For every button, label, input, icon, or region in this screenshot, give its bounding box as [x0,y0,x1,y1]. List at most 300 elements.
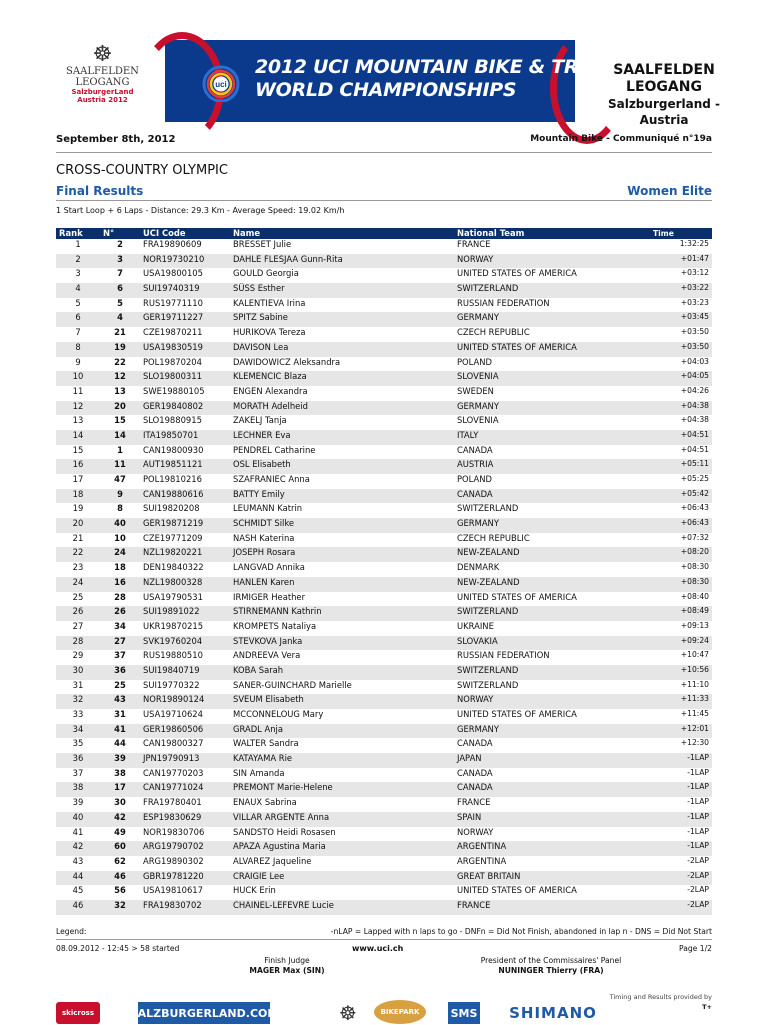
sponsor-sms: SMS [448,1002,480,1024]
cell-name: ENAUX Sabrina [233,797,297,808]
cell-rank: 26 [56,606,100,621]
cell-time: +07:32 [680,532,709,542]
table-row [56,621,712,636]
cell-rank: 36 [56,753,100,768]
cell-uci-code: SWE19880105 [143,385,205,396]
cell-rank: 9 [75,356,81,367]
cell-time: +08:20 [650,547,712,562]
cell-uci-code: RUS19771110 [143,297,203,308]
cell-uci-code: CAN19770203 [143,767,204,778]
table-row [56,371,712,386]
table-row [56,841,712,856]
cell-rank: 38 [56,782,100,797]
cell-name: HURIKOVA Tereza [233,327,306,338]
cell-national-team: ITALY [454,430,650,445]
cell-time: +08:49 [650,606,712,621]
cell-uci-code: SUI19820208 [143,503,200,514]
cell-name: DAWIDOWICZ Aleksandra [233,356,341,367]
logo-line-1: SAALFELDEN [66,66,139,77]
table-row [56,342,712,357]
cell-number: 14 [100,430,140,445]
cell-uci-code: GER19871219 [140,518,230,533]
venue-block [600,62,728,128]
cell-rank: 41 [72,826,84,837]
cell-uci-code: SLO19880915 [143,415,202,426]
table-row [56,327,712,342]
cell-number: 38 [114,767,126,778]
col-national-team: National Team [454,228,650,239]
table-row [56,665,712,680]
event-logo [50,44,155,104]
venue-line-2: Salzburgerland - Austria [607,97,721,127]
cell-national-team: ARGENTINA [457,855,507,866]
cell-national-team: FRANCE [454,900,650,915]
cell-name: SIN Amanda [233,767,285,778]
cell-national-team: SWITZERLAND [454,606,650,621]
cell-national-team: GERMANY [454,518,650,533]
cell-rank: 45 [72,885,84,896]
cell-name: IRMIGER Heather [233,591,306,602]
cell-time: +10:56 [650,665,712,680]
table-row [56,871,712,886]
cell-name: CRAIGIE Lee [230,871,454,886]
cell-uci-code: USA19810617 [143,885,203,896]
cell-number: 27 [100,636,140,651]
cell-national-team: UNITED STATES OF AMERICA [457,885,577,896]
cell-uci-code: SUI19840719 [140,665,230,680]
cell-rank: 44 [56,871,100,886]
cell-national-team: SLOVAKIA [454,636,650,651]
cell-uci-code: USA19800105 [143,268,203,279]
cell-rank: 23 [72,562,84,573]
cell-name: LEUMANN Katrin [233,503,303,514]
cell-rank: 17 [72,474,84,484]
results-label: Final Results [56,184,144,198]
cell-national-team: CANADA [457,767,493,778]
cell-time: +12:30 [680,738,709,748]
cell-name: MCCONNELOUG Mary [233,709,324,719]
cell-name: KALENTIEVA Irina [233,297,306,308]
cell-uci-code: SLO19800311 [140,371,230,386]
timing-label: Timing and Results provided by [609,993,712,1001]
results-table [56,228,712,915]
cell-rank: 27 [72,620,84,631]
cell-rank: 28 [56,636,100,651]
cell-number: 6 [100,283,140,298]
cell-uci-code: UKR19870215 [143,620,204,631]
table-row [56,533,712,548]
cell-rank: 40 [56,812,100,827]
cell-number: 39 [100,753,140,768]
cell-time: +04:51 [680,444,709,454]
cell-number: 56 [114,885,126,896]
cell-name: DAVISON Lea [230,342,454,357]
table-row [56,459,712,474]
logo-line-2: LEOGANG [75,77,130,88]
cell-time: +03:23 [680,297,709,307]
president-title: President of the Commissaires' Panel [480,956,622,965]
cell-time: +11:10 [680,679,709,689]
cell-rank: 20 [56,518,100,533]
divider [56,200,712,201]
cell-name: BATTY Emily [230,489,454,504]
table-row [56,562,712,577]
cell-rank: 6 [56,312,100,327]
cell-rank: 13 [72,415,84,426]
cell-time: +04:38 [680,415,709,425]
cell-time: +09:24 [650,636,712,651]
cell-uci-code: JPN19790913 [140,753,230,768]
cell-rank: 43 [72,855,84,866]
lion-icon: ☸ [92,42,113,67]
cell-time: +12:01 [650,724,712,739]
cell-uci-code: CZE19870211 [143,327,203,338]
table-row [56,694,712,709]
table-row [56,812,712,827]
cell-name: STIRNEMANN Kathrin [230,606,454,621]
cell-time: +03:22 [650,283,712,298]
cell-rank: 35 [72,738,84,749]
cell-national-team: NORWAY [457,826,494,837]
cell-uci-code: NOR19890124 [140,694,230,709]
cell-name: ANDREEVA Vera [233,650,301,661]
cell-national-team: SWITZERLAND [454,665,650,680]
cell-rank: 14 [56,430,100,445]
cell-time: -1LAP [687,797,709,807]
sponsor-strip [56,990,712,1024]
cell-uci-code: NZL19820221 [140,547,230,562]
cell-number: 24 [100,547,140,562]
cell-time: -1LAP [650,753,712,768]
table-row [56,885,712,900]
table-row [56,357,712,372]
cell-number: 60 [100,841,140,856]
cell-time: +05:11 [650,459,712,474]
cell-rank: 32 [56,694,100,709]
table-row [56,738,712,753]
table-row [56,474,712,489]
table-row [56,445,712,460]
cell-uci-code: GER19711227 [140,312,230,327]
cell-time: +04:05 [650,371,712,386]
table-row [56,401,712,416]
cell-national-team: GERMANY [454,312,650,327]
cell-uci-code: ARG19790702 [140,841,230,856]
finish-judge [232,956,342,976]
cell-uci-code: ITA19850701 [140,430,230,445]
cell-uci-code: FRA19830702 [140,900,230,915]
cell-name: ALVAREZ Jaqueline [233,855,312,866]
table-row [56,430,712,445]
table-row [56,650,712,665]
cell-name: ENGEN Alexandra [233,385,308,396]
cell-uci-code: NOR19730210 [140,254,230,269]
cell-name: HUCK Erin [233,885,276,896]
col-name: Name [230,228,454,239]
cell-name: KROMPETS Nataliya [233,620,317,631]
cell-rank: 12 [56,401,100,416]
cell-time: +10:47 [680,650,709,660]
cell-national-team: CZECH REPUBLIC [457,327,530,338]
cell-name: SVEUM Elisabeth [230,694,454,709]
cell-number: 12 [100,371,140,386]
cell-rank: 42 [56,841,100,856]
cell-national-team: GREAT BRITAIN [454,871,650,886]
cell-name: OSL Elisabeth [230,459,454,474]
cell-number: 31 [114,709,126,719]
cell-national-team: RUSSIAN FEDERATION [457,650,550,661]
table-row [56,518,712,533]
cell-name: KATAYAMA Rie [230,753,454,768]
cell-time: -2LAP [650,900,712,915]
cell-uci-code: CAN19800327 [143,738,204,749]
venue-line-1: SAALFELDEN LEOGANG [613,62,715,95]
table-row [56,753,712,768]
cell-name: BRESSET Julie [233,239,292,249]
cell-name: WALTER Sandra [233,738,299,749]
cell-name: HANLEN Karen [230,577,454,592]
cell-time: +11:33 [650,694,712,709]
title-line-1: 2012 UCI MOUNTAIN BIKE & TRIALS [255,56,625,78]
cell-rank: 21 [72,532,84,543]
cell-uci-code: POL19870204 [143,356,202,367]
cell-time: +05:25 [680,474,709,483]
cell-time: +04:26 [680,385,709,395]
race-date: September 8th, 2012 [56,134,176,145]
cell-time: +03:12 [680,268,709,278]
cell-national-team: UNITED STATES OF AMERICA [457,268,577,279]
cell-number: 10 [114,532,126,543]
table-row [56,709,712,724]
table-row [56,386,712,401]
cell-time: +11:45 [680,709,709,718]
table-row [56,680,712,695]
cell-uci-code: CZE19771209 [143,532,203,543]
cell-time: +05:42 [650,489,712,504]
cell-time: -1LAP [687,767,709,777]
table-row [56,636,712,651]
header-banner [40,40,728,127]
col-rank: Rank [56,228,100,239]
table-row [56,298,712,313]
table-row [56,606,712,621]
cell-uci-code: SUI19891022 [140,606,230,621]
cell-national-team: JAPAN [454,753,650,768]
cell-name: STEVKOVA Janka [230,636,454,651]
cell-rank: 3 [75,268,81,279]
start-info: 08.09.2012 - 12:45 > 58 started [56,944,180,953]
cell-time: +01:47 [650,254,712,269]
cell-rank: 22 [56,547,100,562]
cell-name: GOULD Georgia [233,268,299,279]
cell-name: NASH Katerina [233,532,295,543]
cell-uci-code: SVK19760204 [140,636,230,651]
judge-name: MAGER Max (SIN) [249,966,325,975]
cell-number: 19 [100,342,140,357]
col-uci-code: UCI Code [140,228,230,239]
cell-number: 47 [114,474,126,484]
cell-national-team: SWITZERLAND [454,283,650,298]
cell-name: APAZA Agustina Maria [230,841,454,856]
cell-rank: 34 [56,724,100,739]
legend-text: -nLAP = Lapped with n laps to go - DNFn = Did Not Finish, abandoned in lap n - DNS = Did Not Start [330,927,712,936]
cell-uci-code: RUS19880510 [143,650,203,661]
cell-name: SANER-GUINCHARD Marielle [233,679,352,690]
cell-name: GRADL Anja [230,724,454,739]
cell-national-team: CANADA [457,738,493,749]
cell-number: 34 [114,620,126,631]
cell-number: 13 [114,385,126,396]
table-row [56,797,712,812]
cell-rank: 5 [75,297,81,308]
cell-number: 11 [100,459,140,474]
uci-logo-text: uci [215,80,227,89]
cell-national-team: UNITED STATES OF AMERICA [454,342,650,357]
cell-number: 43 [100,694,140,709]
cell-number: 40 [100,518,140,533]
cell-time: +03:45 [650,312,712,327]
cell-number: 36 [100,665,140,680]
cell-uci-code: GER19840802 [140,401,230,416]
race-type: CROSS-COUNTRY OLYMPIC [56,163,228,178]
cell-uci-code: NOR19830706 [143,826,205,837]
cell-national-team: NORWAY [454,694,650,709]
cell-rank: 46 [56,900,100,915]
cell-name: DAHLE FLESJAA Gunn-Rita [230,254,454,269]
cell-rank: 29 [72,650,84,661]
table-row [56,415,712,430]
cell-national-team: POLAND [457,474,492,484]
cell-rank: 15 [72,444,84,455]
website-link[interactable]: www.uci.ch [352,944,404,953]
cell-time: +03:50 [680,327,709,337]
table-row [56,827,712,842]
table-row [56,312,712,327]
cell-rank: 37 [72,767,84,778]
cell-national-team: FRANCE [457,239,491,249]
cell-time: +04:03 [680,356,709,366]
uci-rainbow-logo [198,62,244,102]
col-time: Time [650,228,712,239]
cell-number: 5 [117,297,123,308]
cell-number: 15 [114,415,126,426]
cell-time: -1LAP [687,826,709,836]
cell-uci-code: CAN19771024 [140,782,230,797]
cell-uci-code: POL19810216 [143,474,202,484]
cell-uci-code: AUT19851121 [140,459,230,474]
table-row [56,254,712,269]
title-line-2: WORLD CHAMPIONSHIPS [255,79,517,101]
cell-uci-code: ESP19830629 [140,812,230,827]
logo-line-4: Austria 2012 [77,96,128,104]
cell-number: 42 [100,812,140,827]
sponsor-lion-icon: ☸ [339,1001,357,1025]
cell-number: 62 [114,855,126,866]
cell-number: 41 [100,724,140,739]
timing-brand: T+ [702,1003,712,1011]
cell-time: +08:40 [680,591,709,601]
table-row [56,856,712,871]
cell-uci-code: SUI19770322 [143,679,200,690]
cell-rank: 33 [72,709,84,719]
table-header-row [56,228,712,239]
cell-time: -1LAP [650,841,712,856]
cell-rank: 39 [72,797,84,808]
cell-number: 25 [114,679,126,690]
cell-national-team: SWITZERLAND [457,679,519,690]
cell-national-team: ARGENTINA [454,841,650,856]
cell-national-team: AUSTRIA [454,459,650,474]
cell-uci-code: GBR19781220 [140,871,230,886]
table-row [56,782,712,797]
cell-rank: 18 [56,489,100,504]
cell-uci-code: USA19830519 [140,342,230,357]
cell-name: SÜSS Esther [230,283,454,298]
cell-time: -1LAP [650,812,712,827]
cell-number: 49 [114,826,126,837]
page-number: Page 1/2 [678,944,712,953]
president-name: NUNINGER Thierry (FRA) [498,966,604,975]
cell-national-team: NEW-ZEALAND [454,577,650,592]
cell-rank: 30 [56,665,100,680]
cell-national-team: RUSSIAN FEDERATION [457,297,550,308]
judge-title: Finish Judge [264,956,310,965]
cell-rank: 25 [72,591,84,602]
cell-time: +09:13 [680,620,709,630]
cell-name: PREMONT Marie-Helene [230,782,454,797]
cell-rank: 10 [56,371,100,386]
table-row [56,283,712,298]
race-info: 1 Start Loop + 6 Laps - Distance: 29.3 Km - Average Speed: 19.02 Km/h [56,206,345,215]
table-row [56,724,712,739]
cell-uci-code: GER19860506 [140,724,230,739]
cell-number: 8 [117,503,123,514]
cell-time: +04:38 [650,401,712,416]
cell-uci-code: DEN19840322 [143,562,204,573]
cell-uci-code: ARG19890302 [143,855,204,866]
cell-uci-code: SUI19740319 [140,283,230,298]
cell-name: SANDSTO Heidi Rosasen [233,826,336,837]
cell-number: 3 [100,254,140,269]
cell-rank: 11 [72,385,84,396]
cell-time: -2LAP [687,855,709,865]
cell-national-team: NORWAY [454,254,650,269]
cell-name: SZAFRANIEC Anna [233,474,310,484]
cell-national-team: SWITZERLAND [457,503,519,514]
communique-number: Mountain Bike - Communiqué n°19a [530,134,712,144]
cell-number: 46 [100,871,140,886]
sponsor-skicross: skicross [56,1002,100,1024]
cell-number: 37 [114,650,126,661]
cell-national-team: SLOVENIA [457,415,499,426]
cell-number: 2 [117,239,123,249]
cell-rank: 16 [56,459,100,474]
cell-number: 1 [117,444,123,455]
cell-name: LANGVAD Annika [233,562,305,573]
cell-rank: 19 [72,503,84,514]
cell-number: 30 [114,797,126,808]
logo-line-3: SalzburgerLand [71,88,134,96]
cell-national-team: CANADA [454,489,650,504]
cell-number: 17 [100,782,140,797]
cell-time: +06:43 [680,503,709,513]
cell-national-team: UKRAINE [457,620,494,631]
cell-time: +03:50 [650,342,712,357]
table-row [56,900,712,915]
cell-national-team: GERMANY [454,401,650,416]
cell-rank: 31 [72,679,84,690]
cell-uci-code: NZL19800328 [140,577,230,592]
